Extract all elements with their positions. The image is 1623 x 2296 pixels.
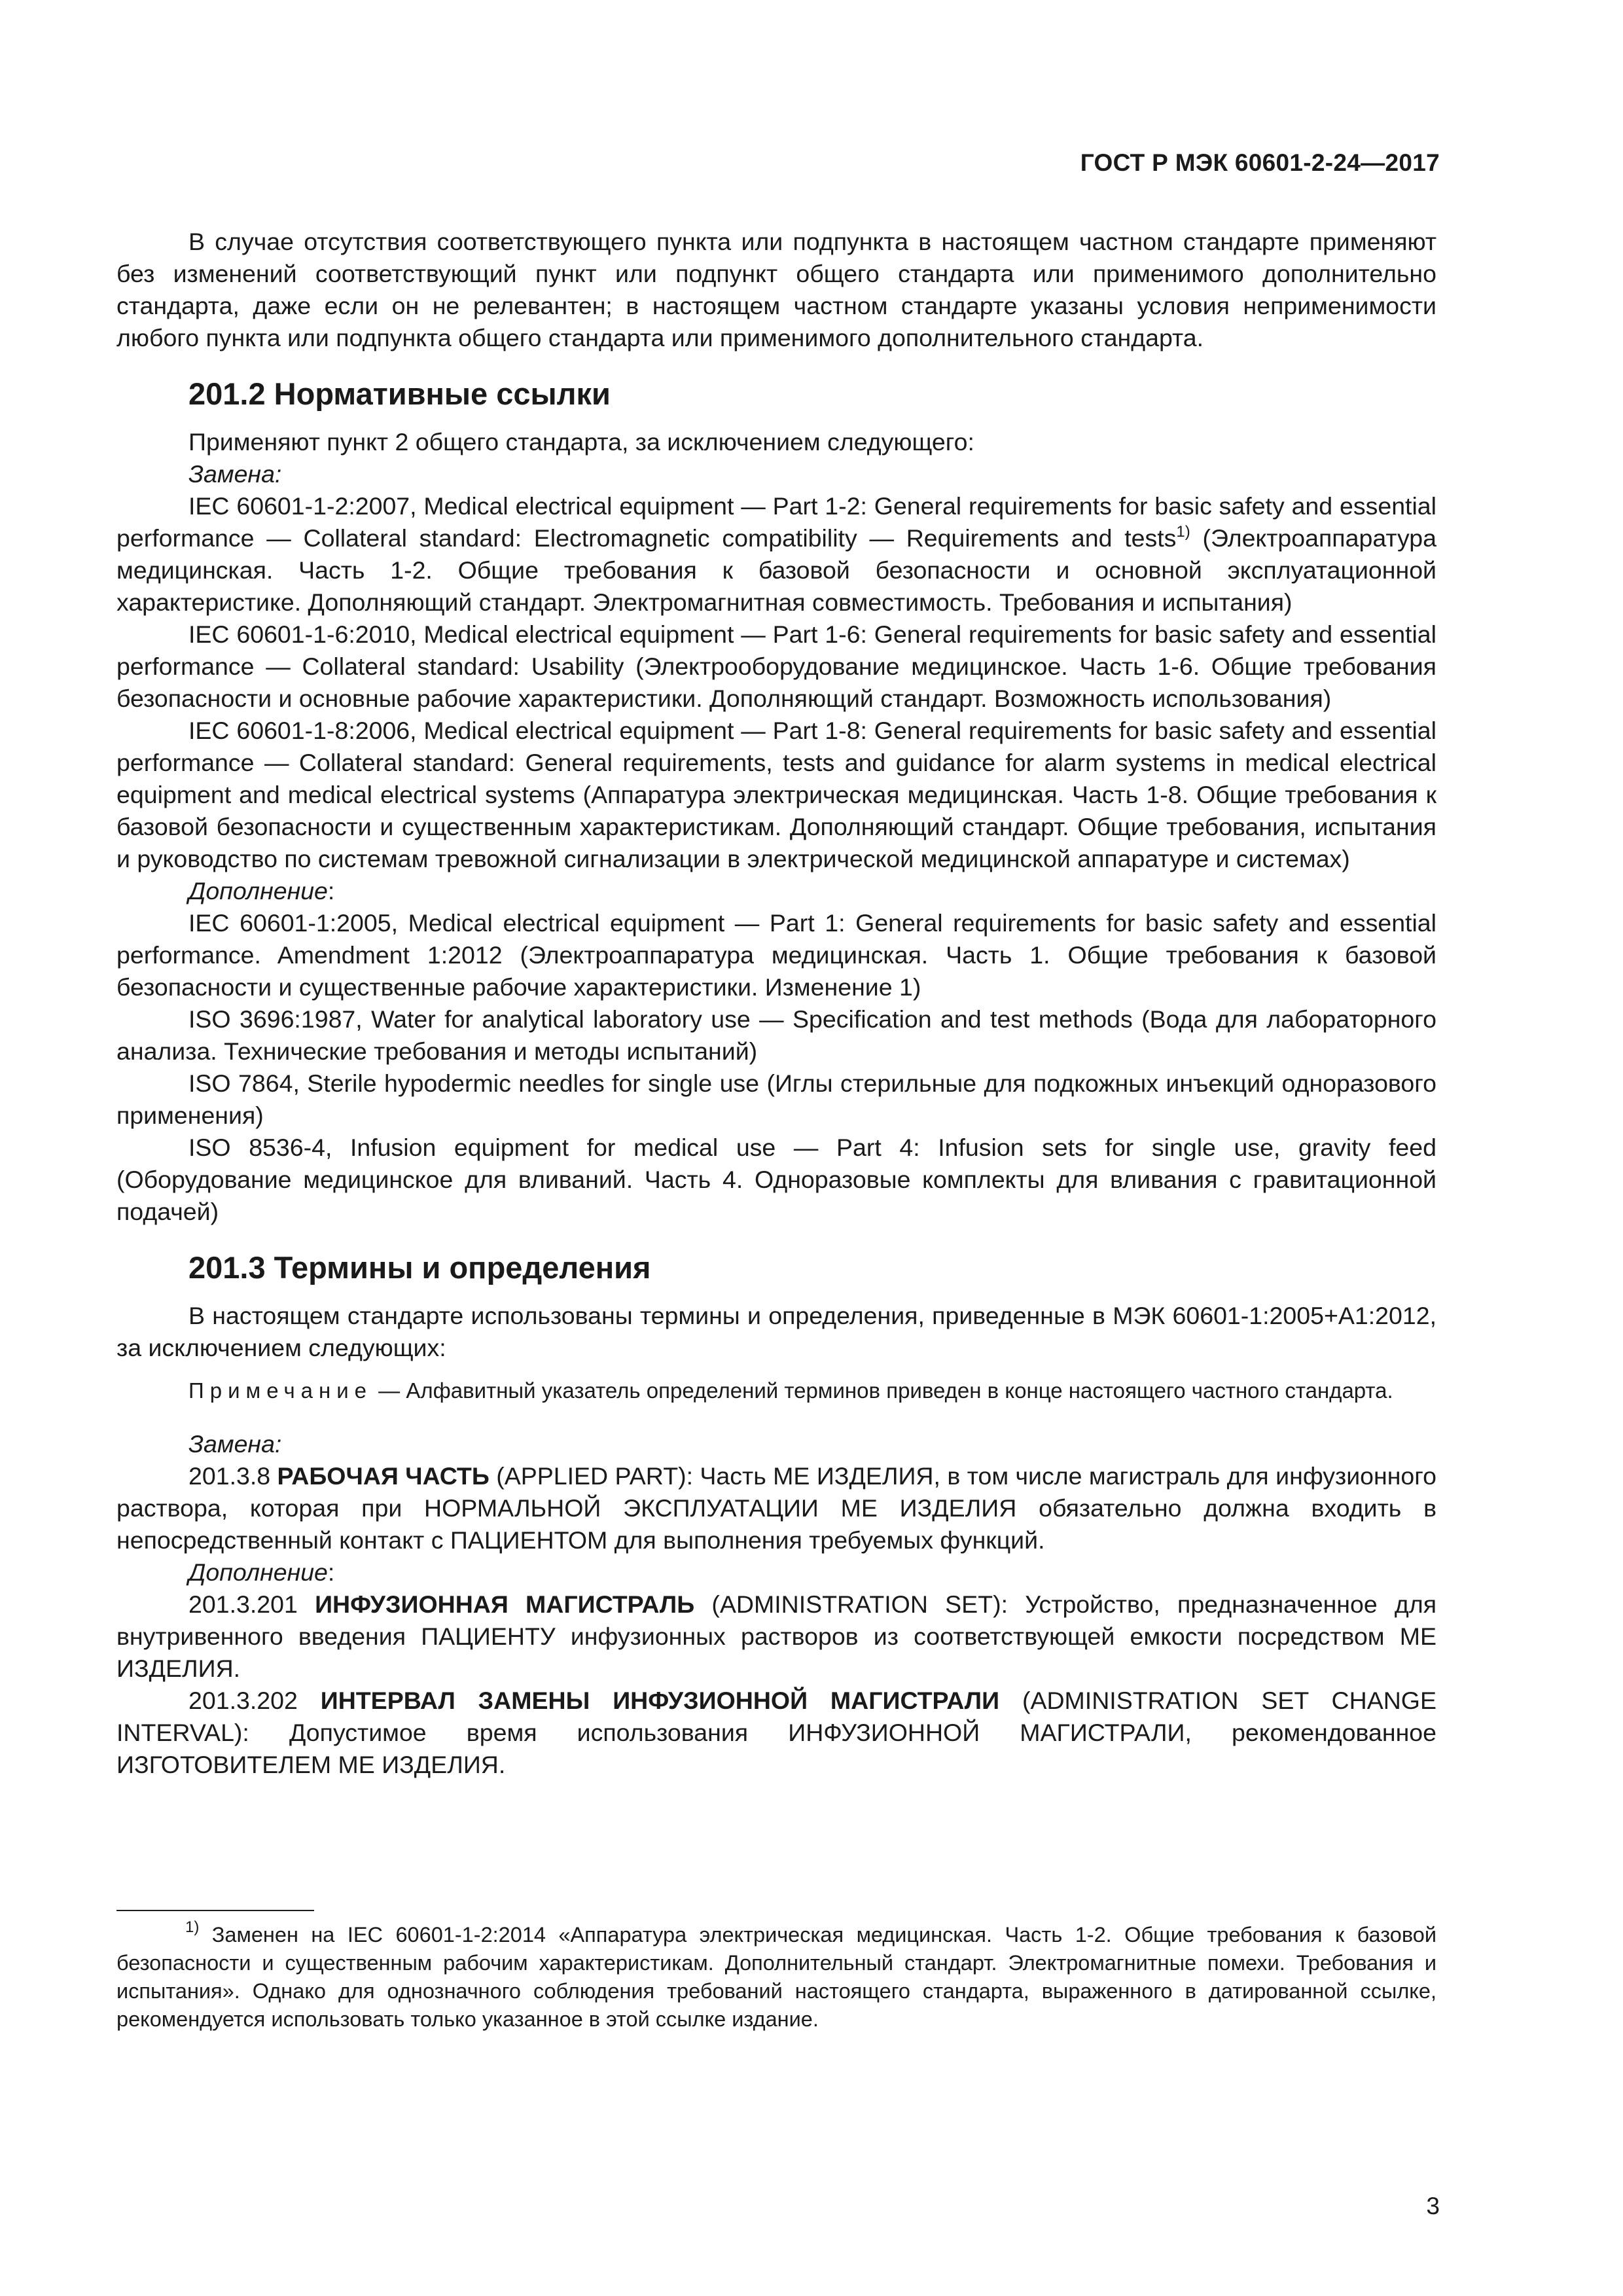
- term-definition: [116, 1588, 1436, 1685]
- intro-paragraph: В случае отсутствия соответствующего пункта или подпункта в настоящем частном стандарте применяют без изменений соответствующий пункт или подпункт общего стандарта или применимого дополнительно стандарта, даже если он не релевантен; в настоящем частном стандарте указаны условия неприменимости любого пункта или подпункта общего стандарта или применимого дополнительного стандарта.: [116, 228, 1436, 351]
- term-definition: [116, 1460, 1436, 1556]
- section-heading-201-3: 201.3 Термины и определения: [188, 1250, 651, 1285]
- addition-colon: :: [327, 1558, 335, 1586]
- addition-label-text: Дополнение: [188, 1558, 328, 1586]
- section-heading-201-2: 201.2 Нормативные ссылки: [188, 376, 611, 411]
- addition-label-text: Дополнение: [188, 877, 328, 905]
- reference-item: ISO 8536-4, Infusion equipment for medical use — Part 4: Infusion sets for single use, gravity feed (Оборудование медицинское для вливаний. Часть 4. Одноразовые комплекты для вливания с гравитационной подачей): [116, 1134, 1436, 1225]
- replace-label: Замена:: [188, 460, 282, 488]
- reference-item: IEC 60601-1-6:2010, Medical electrical equipment — Part 1-6: General requirements for basic safety and essential performance — Collateral standard: Usability (Электрооборудование медицинское. Часть 1-6. Общие требования безопасности и основные рабочие характеристики. Дополняющий стандарт. Возможность использования): [116, 620, 1436, 712]
- page-number: 3: [1426, 2193, 1440, 2219]
- replace-label: Замена:: [188, 1430, 282, 1458]
- addition-label: [116, 1556, 1436, 1588]
- term-definition: [116, 1685, 1436, 1781]
- reference-item: ISO 7864, Sterile hypodermic needles for single use (Иглы стерильные для подкожных инъекций одноразового применения): [116, 1069, 1436, 1129]
- footnote: [116, 1918, 1436, 2034]
- footnote-paragraph: [116, 1918, 1436, 2034]
- term-number: 201.3.201: [188, 1590, 315, 1618]
- term-text: (ADMINISTRATION SET): Устройство, предназначенное для внутривенного введения ПАЦИЕНТУ инфузионных растворов из соответствующей емкости посредством МЕ ИЗДЕЛИЯ.: [116, 1590, 1437, 1682]
- page-body: [116, 226, 1436, 1781]
- term-text: (APPLIED PART): Часть МЕ ИЗДЕЛИЯ, в том числе магистраль для инфузионного раствора, которая при НОРМАЛЬНОЙ ЭКСПЛУАТАЦИИ МЕ ИЗДЕЛИЯ обязательно должна входить в непосредственный контакт с ПАЦИЕНТОМ для выполнения требуемых функций.: [116, 1462, 1436, 1554]
- reference-item: IEC 60601-1:2005, Medical electrical equipment — Part 1: General requirements for basic safety and essential performance. Amendment 1:2012 (Электроаппаратура медицинская. Часть 1. Общие требования к базовой безопасности и существенные рабочие характеристики. Изменение 1): [116, 909, 1436, 1001]
- term-name: ИНФУЗИОННАЯ МАГИСТРАЛЬ: [315, 1590, 695, 1618]
- addition-colon: :: [327, 877, 335, 905]
- note: [116, 1376, 1436, 1406]
- term-number: 201.3.202: [188, 1687, 321, 1714]
- section-lead: В настоящем стандарте использованы термины и определения, приведенные в МЭК 60601-1:2005+А1:2012, за исключением следующих:: [116, 1302, 1436, 1361]
- footnote-ref[interactable]: 1): [1176, 523, 1190, 541]
- footnote-marker: 1): [185, 1918, 200, 1936]
- reference-text: IEC 60601-1-2:2007, Medical electrical equipment — Part 1-2: General requirements for basic safety and essential performance — Collateral standard: Electromagnetic compatibility — Requirements and tests: [116, 492, 1436, 552]
- reference-text-cont: (Электроаппаратура медицинская. Часть 1-2. Общие требования к базовой безопасности и основной эксплуатационной характеристике. Дополняющий стандарт. Электромагнитная совместимость. Требования и испытания): [116, 524, 1436, 616]
- reference-item: ISO 3696:1987, Water for analytical laboratory use — Specification and test methods (Вода для лабораторного анализа. Технические требования и методы испытаний): [116, 1005, 1436, 1065]
- term-text: (ADMINISTRATION SET CHANGE INTERVAL): Допустимое время использования ИНФУЗИОННОЙ МАГИСТРАЛИ, рекомендованное ИЗГОТОВИТЕЛЕМ МЕ ИЗДЕЛИЯ.: [116, 1687, 1436, 1778]
- note-text: — Алфавитный указатель определений терминов приведен в конце настоящего частного стандарта.: [372, 1378, 1393, 1403]
- reference-item: IEC 60601-1-8:2006, Medical electrical equipment — Part 1-8: General requirements for basic safety and essential performance — Collateral standard: General requirements, tests and guidance for alarm systems in medical electrical equipment and medical electrical systems (Аппаратура электрическая медицинская. Часть 1-8. Общие требования к базовой безопасности и существенным характеристикам. Дополняющий стандарт. Общие требования, испытания и руководство по системам тревожной сигнализации в электрической медицинской аппаратуре и системах): [116, 717, 1436, 872]
- term-name: ИНТЕРВАЛ ЗАМЕНЫ ИНФУЗИОННОЙ МАГИСТРАЛИ: [320, 1687, 1000, 1714]
- term-name: РАБОЧАЯ ЧАСТЬ: [277, 1462, 490, 1490]
- page-header-doc-id: ГОСТ Р МЭК 60601-2-24—2017: [1080, 149, 1440, 176]
- addition-label: [116, 875, 1436, 907]
- footnote-divider: [116, 1910, 314, 1911]
- section-lead: Применяют пункт 2 общего стандарта, за исключением следующего:: [188, 428, 974, 456]
- reference-item: [116, 490, 1436, 619]
- note-label: Примечание: [188, 1378, 373, 1403]
- footnote-text: Заменен на IEC 60601-1-2:2014 «Аппаратура электрическая медицинская. Часть 1-2. Общие требования к базовой безопасности и существенным рабочим характеристикам. Дополнительный стандарт. Электромагнитные помехи. Требования и испытания». Однако для однозначного соблюдения требований настоящего стандарта, выраженного в датированной ссылке, рекомендуется использовать только указанное в этой ссылке издание.: [116, 1923, 1436, 2031]
- term-number: 201.3.8: [188, 1462, 277, 1490]
